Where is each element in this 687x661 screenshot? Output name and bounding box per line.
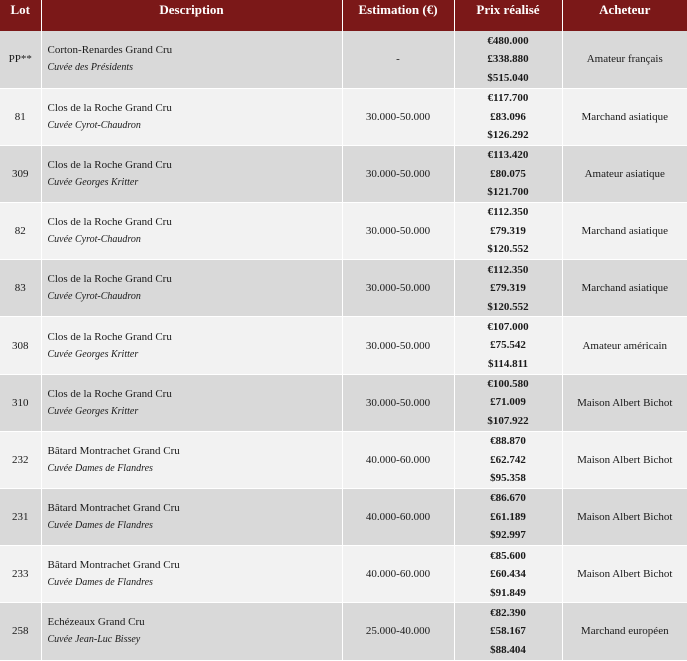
wine-name: Clos de la Roche Grand Cru	[47, 387, 172, 400]
table-row	[0, 431, 687, 488]
cuvee-name: Cuvée des Présidents	[47, 62, 134, 74]
cuvee-name: Cuvée Dames de Flandres	[47, 462, 153, 474]
estimation-cell: 30.000-50.000	[342, 203, 454, 260]
header-prix: Prix réalisé	[454, 0, 562, 31]
estimation-cell: 40.000-60.000	[342, 431, 454, 488]
cuvee-name: Cuvée Jean-Luc Bissey	[47, 634, 141, 646]
description-cell	[41, 546, 342, 603]
table-row	[0, 31, 687, 88]
prix-usd: $95.358	[490, 472, 526, 485]
prix-cell	[454, 317, 562, 374]
wine-name: Bâtard Montrachet Grand Cru	[47, 502, 180, 515]
lot-cell: 232	[0, 431, 41, 488]
prix-usd: $107.922	[487, 414, 529, 427]
table-row	[0, 546, 687, 603]
lot-cell: 258	[0, 603, 41, 660]
description-cell	[41, 145, 342, 202]
wine-name: Clos de la Roche Grand Cru	[47, 216, 172, 229]
wine-name: Echézeaux Grand Cru	[47, 616, 145, 629]
prix-usd: $92.997	[490, 529, 526, 542]
prix-cell	[454, 603, 562, 660]
table-row	[0, 145, 687, 202]
header-row	[0, 0, 687, 31]
cuvee-name: Cuvée Cyrot-Chaudron	[47, 291, 141, 303]
prix-gbp: £75.542	[490, 339, 526, 352]
header-description: Description	[41, 0, 342, 31]
prix-gbp: £80.075	[490, 167, 526, 180]
prix-eur: €107.000	[487, 320, 529, 333]
description-cell	[41, 88, 342, 145]
description-cell	[41, 603, 342, 660]
acheteur-cell: Amateur asiatique	[562, 145, 687, 202]
lot-cell: 308	[0, 317, 41, 374]
prix-cell	[454, 260, 562, 317]
acheteur-cell: Maison Albert Bichot	[562, 374, 687, 431]
lot-cell: 310	[0, 374, 41, 431]
lot-cell: 83	[0, 260, 41, 317]
description-cell	[41, 431, 342, 488]
lot-cell: 233	[0, 546, 41, 603]
cuvee-name: Cuvée Georges Kritter	[47, 176, 139, 188]
estimation-cell: 40.000-60.000	[342, 546, 454, 603]
prix-gbp: £71.009	[490, 396, 526, 409]
table-body	[0, 31, 687, 660]
prix-cell	[454, 546, 562, 603]
lot-cell: 231	[0, 489, 41, 546]
wine-name: Clos de la Roche Grand Cru	[47, 273, 172, 286]
cuvee-name: Cuvée Cyrot-Chaudron	[47, 234, 141, 246]
lot-cell: 81	[0, 88, 41, 145]
acheteur-cell: Marchand asiatique	[562, 88, 687, 145]
prix-gbp: £62.742	[490, 453, 526, 466]
estimation-cell: -	[342, 31, 454, 88]
estimation-cell: 30.000-50.000	[342, 88, 454, 145]
prix-cell	[454, 489, 562, 546]
prix-usd: $120.552	[487, 243, 529, 256]
table-header	[0, 0, 687, 31]
lot-cell: PP**	[0, 31, 41, 88]
header-estimation: Estimation (€)	[342, 0, 454, 31]
acheteur-cell: Amateur américain	[562, 317, 687, 374]
prix-gbp: £60.434	[490, 568, 526, 581]
cuvee-name: Cuvée Georges Kritter	[47, 348, 139, 360]
prix-eur: €112.350	[487, 263, 529, 276]
prix-eur: €117.700	[487, 92, 529, 105]
acheteur-cell: Amateur français	[562, 31, 687, 88]
acheteur-cell: Maison Albert Bichot	[562, 489, 687, 546]
wine-name: Bâtard Montrachet Grand Cru	[47, 444, 180, 457]
description-cell	[41, 317, 342, 374]
description-cell	[41, 489, 342, 546]
table-row	[0, 317, 687, 374]
prix-usd: $88.404	[490, 643, 526, 656]
acheteur-cell: Marchand asiatique	[562, 203, 687, 260]
prix-cell	[454, 431, 562, 488]
estimation-cell: 30.000-50.000	[342, 260, 454, 317]
acheteur-cell: Marchand asiatique	[562, 260, 687, 317]
acheteur-cell: Maison Albert Bichot	[562, 546, 687, 603]
table-row	[0, 88, 687, 145]
prix-gbp: £83.096	[490, 110, 526, 123]
prix-cell	[454, 203, 562, 260]
table-row	[0, 489, 687, 546]
cuvee-name: Cuvée Georges Kritter	[47, 405, 139, 417]
prix-gbp: £79.319	[490, 224, 526, 237]
header-lot: Lot	[0, 0, 41, 31]
prix-cell	[454, 374, 562, 431]
prix-eur: €88.870	[490, 435, 526, 448]
prix-usd: $114.811	[487, 357, 529, 370]
wine-name: Clos de la Roche Grand Cru	[47, 158, 172, 171]
table-row	[0, 603, 687, 660]
estimation-cell: 25.000-40.000	[342, 603, 454, 660]
header-acheteur: Acheteur	[562, 0, 687, 31]
estimation-cell: 30.000-50.000	[342, 374, 454, 431]
lot-cell: 309	[0, 145, 41, 202]
acheteur-cell: Maison Albert Bichot	[562, 431, 687, 488]
prix-cell	[454, 31, 562, 88]
lot-cell: 82	[0, 203, 41, 260]
prix-usd: $121.700	[487, 186, 529, 199]
description-cell	[41, 260, 342, 317]
prix-usd: $120.552	[487, 300, 529, 313]
description-cell	[41, 203, 342, 260]
acheteur-cell: Marchand européen	[562, 603, 687, 660]
estimation-cell: 30.000-50.000	[342, 145, 454, 202]
cuvee-name: Cuvée Dames de Flandres	[47, 520, 153, 532]
prix-gbp: £79.319	[490, 282, 526, 295]
prix-eur: €82.390	[490, 606, 526, 619]
prix-eur: €85.600	[490, 549, 526, 562]
prix-eur: €86.670	[490, 492, 526, 505]
wine-name: Corton-Renardes Grand Cru	[47, 44, 173, 57]
prix-eur: €113.420	[487, 149, 529, 162]
wine-name: Bâtard Montrachet Grand Cru	[47, 559, 180, 572]
prix-eur: €112.350	[487, 206, 529, 219]
estimation-cell: 40.000-60.000	[342, 489, 454, 546]
prix-usd: $91.849	[490, 586, 526, 599]
table-row	[0, 374, 687, 431]
prix-usd: $515.040	[487, 71, 529, 84]
prix-cell	[454, 145, 562, 202]
prix-eur: €480.000	[487, 34, 529, 47]
prix-gbp: £338.880	[487, 53, 529, 66]
table-row	[0, 203, 687, 260]
wine-name: Clos de la Roche Grand Cru	[47, 101, 172, 114]
estimation-cell: 30.000-50.000	[342, 317, 454, 374]
prix-eur: €100.580	[487, 377, 529, 390]
prix-gbp: £61.189	[490, 510, 526, 523]
description-cell	[41, 374, 342, 431]
prix-usd: $126.292	[487, 129, 529, 142]
prix-cell	[454, 88, 562, 145]
description-cell	[41, 31, 342, 88]
prix-gbp: £58.167	[490, 625, 526, 638]
wine-name: Clos de la Roche Grand Cru	[47, 330, 172, 343]
cuvee-name: Cuvée Dames de Flandres	[47, 577, 153, 589]
table-row	[0, 260, 687, 317]
cuvee-name: Cuvée Cyrot-Chaudron	[47, 119, 141, 131]
